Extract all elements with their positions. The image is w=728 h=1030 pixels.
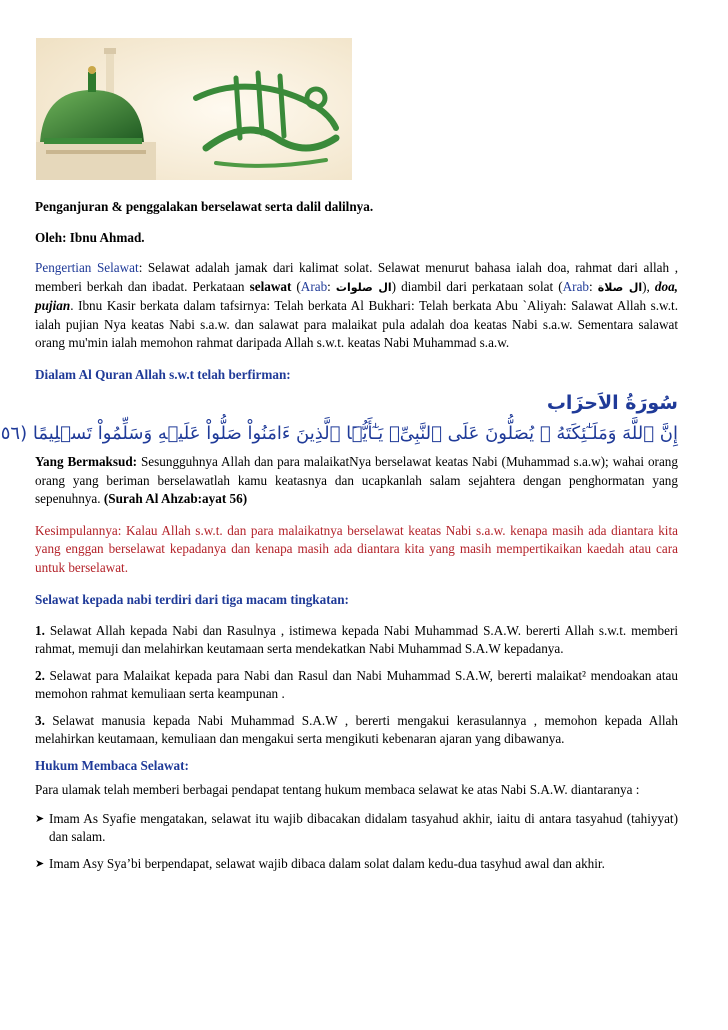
ruling-intro: Para ulamak telah memberi berbagai pendapat tentang hukum membaca selawat ke atas Nabi S.A.W. diantaranya :	[35, 782, 640, 797]
article-body	[0, 198, 678, 873]
arabic-solat: ال صلاة	[597, 280, 643, 294]
verse-reference: (Surah Al Ahzab:ayat 56)	[103, 491, 248, 506]
arab-label: Arab	[300, 278, 328, 294]
arabic-selawat: ال صلوات	[335, 280, 392, 294]
level-item: 1. Selawat Allah kepada Nabi dan Rasulnya , istimewa kepada Nabi Muhammad S.A.W. bererti Allah s.w.t. memberi rahmat, memuji dan melahirkan keutamaan serta mendekatkan Nabi Muhammad S.A.W kepadanya.	[35, 622, 678, 656]
list-item: ➤ Imam Asy Sya’bi berpendapat, selawat wajib dibaca dalam solat dalam kedu-dua tasyhud awal dan akhir.	[35, 855, 678, 874]
mosque-dome-illustration	[36, 38, 352, 180]
arrow-bullet-icon: ➤	[35, 812, 45, 825]
level-item: 3. Selawat manusia kepada Nabi Muhammad S.A.W , bererti mengakui kerasulannya , memohon kepada Allah melahirkan keutamaan, kemuliaan dan mengakui serta mengikuti kebenaran ajaran yang dibawanya.	[35, 712, 678, 746]
banner-image	[36, 38, 352, 180]
author-line: Oleh: Ibnu Ahmad.	[35, 229, 145, 245]
ruling-heading: Hukum Membaca Selawat:	[35, 757, 189, 773]
keyword-doa-pujian: doa, pujian	[35, 278, 678, 313]
verse-meaning: Yang Bermaksud: Sesungguhnya Allah dan para malaikatNya berselawat keatas Nabi (Muhammad s.a.w); wahai orang orang yang beriman berselawatlah kamu keatasnya dan ucapkanlah salam sejahtera dengan penghormatan yang sepenuhnya. (Surah Al Ahzab:ayat 56)	[35, 454, 678, 506]
keyword-selawat: selawat	[249, 278, 292, 294]
definition-label: Pengertian Selawat	[35, 260, 139, 275]
level-item: 2. Selawat para Malaikat kepada para Nabi dan Rasul dan Nabi Muhammad S.A.W, bererti malaikat² mendoakan atau memohon rahmat kemuliaan serta keampunan .	[35, 667, 678, 701]
quran-verse: إِنَّ ٱللَّهَ وَمَلَـٰٓئِكَتَهُ ۥ يُصَلُّونَ عَلَى ٱلنَّبِىِّ‌ۚ يَـٰٓأَيُّہَا ٱلَّذِينَ ءَامَنُواْ صَلُّواْ عَلَيۡهِ وَسَلِّمُواْ تَسۡلِيمًا (٥٦	[0, 422, 678, 444]
surah-title: سُورَةُ الاَحزَاب	[546, 392, 678, 414]
conclusion-paragraph: Kesimpulannya: Kalau Allah s.w.t. dan para malaikatnya berselawat keatas Nabi s.a.w. kenapa masih ada diantara kita yang enggan berselawat kepadanya dan kenapa masih ada diantara kita yang masih mempertikaikan kaedah atau cara untuk berselawat.	[35, 522, 678, 575]
list-item: ➤ Imam As Syafie mengatakan, selawat itu wajib dibacakan didalam tasyahud akhir, iaitu di antara tasyahud (tahiyyat) dan salam.	[35, 810, 678, 847]
definition-paragraph: Pengertian Selawat: Selawat adalah jamak dari kalimat solat. Selawat menurut bahasa ialah doa, rahmat dari allah , memberi berkah dan ibadat. Perkataan selawat (Arab: ال صلوات) diambil dari perkataan solat (Arab: ال صلاة), doa, pujian. Ibnu Kasir berkata dalam tafsirnya: Telah berkata Al Bukhari: Telah berkata Abu `Aliyah: Salawat Allah s.w.t. ialah pujian Nya keatas Nabi s.a.w. dan salawat para malaikat pula adalah doa keatas Nabi s.a.w. Sementara salawat orang mu'min ialah memohon rahmat daripada Allah s.w.t. keatas Nabi Muhammad s.a.w.	[35, 260, 678, 350]
levels-heading: Selawat kepada nabi terdiri dari tiga macam tingkatan:	[35, 592, 349, 607]
article-title: Penganjuran & penggalakan berselawat serta dalil dalilnya.	[35, 199, 374, 214]
arrow-bullet-icon: ➤	[35, 857, 45, 870]
arab-label: Arab	[562, 278, 590, 294]
meaning-label: Yang Bermaksud:	[35, 454, 138, 469]
quran-heading: Dialam Al Quran Allah s.w.t telah berfirman:	[35, 366, 291, 382]
